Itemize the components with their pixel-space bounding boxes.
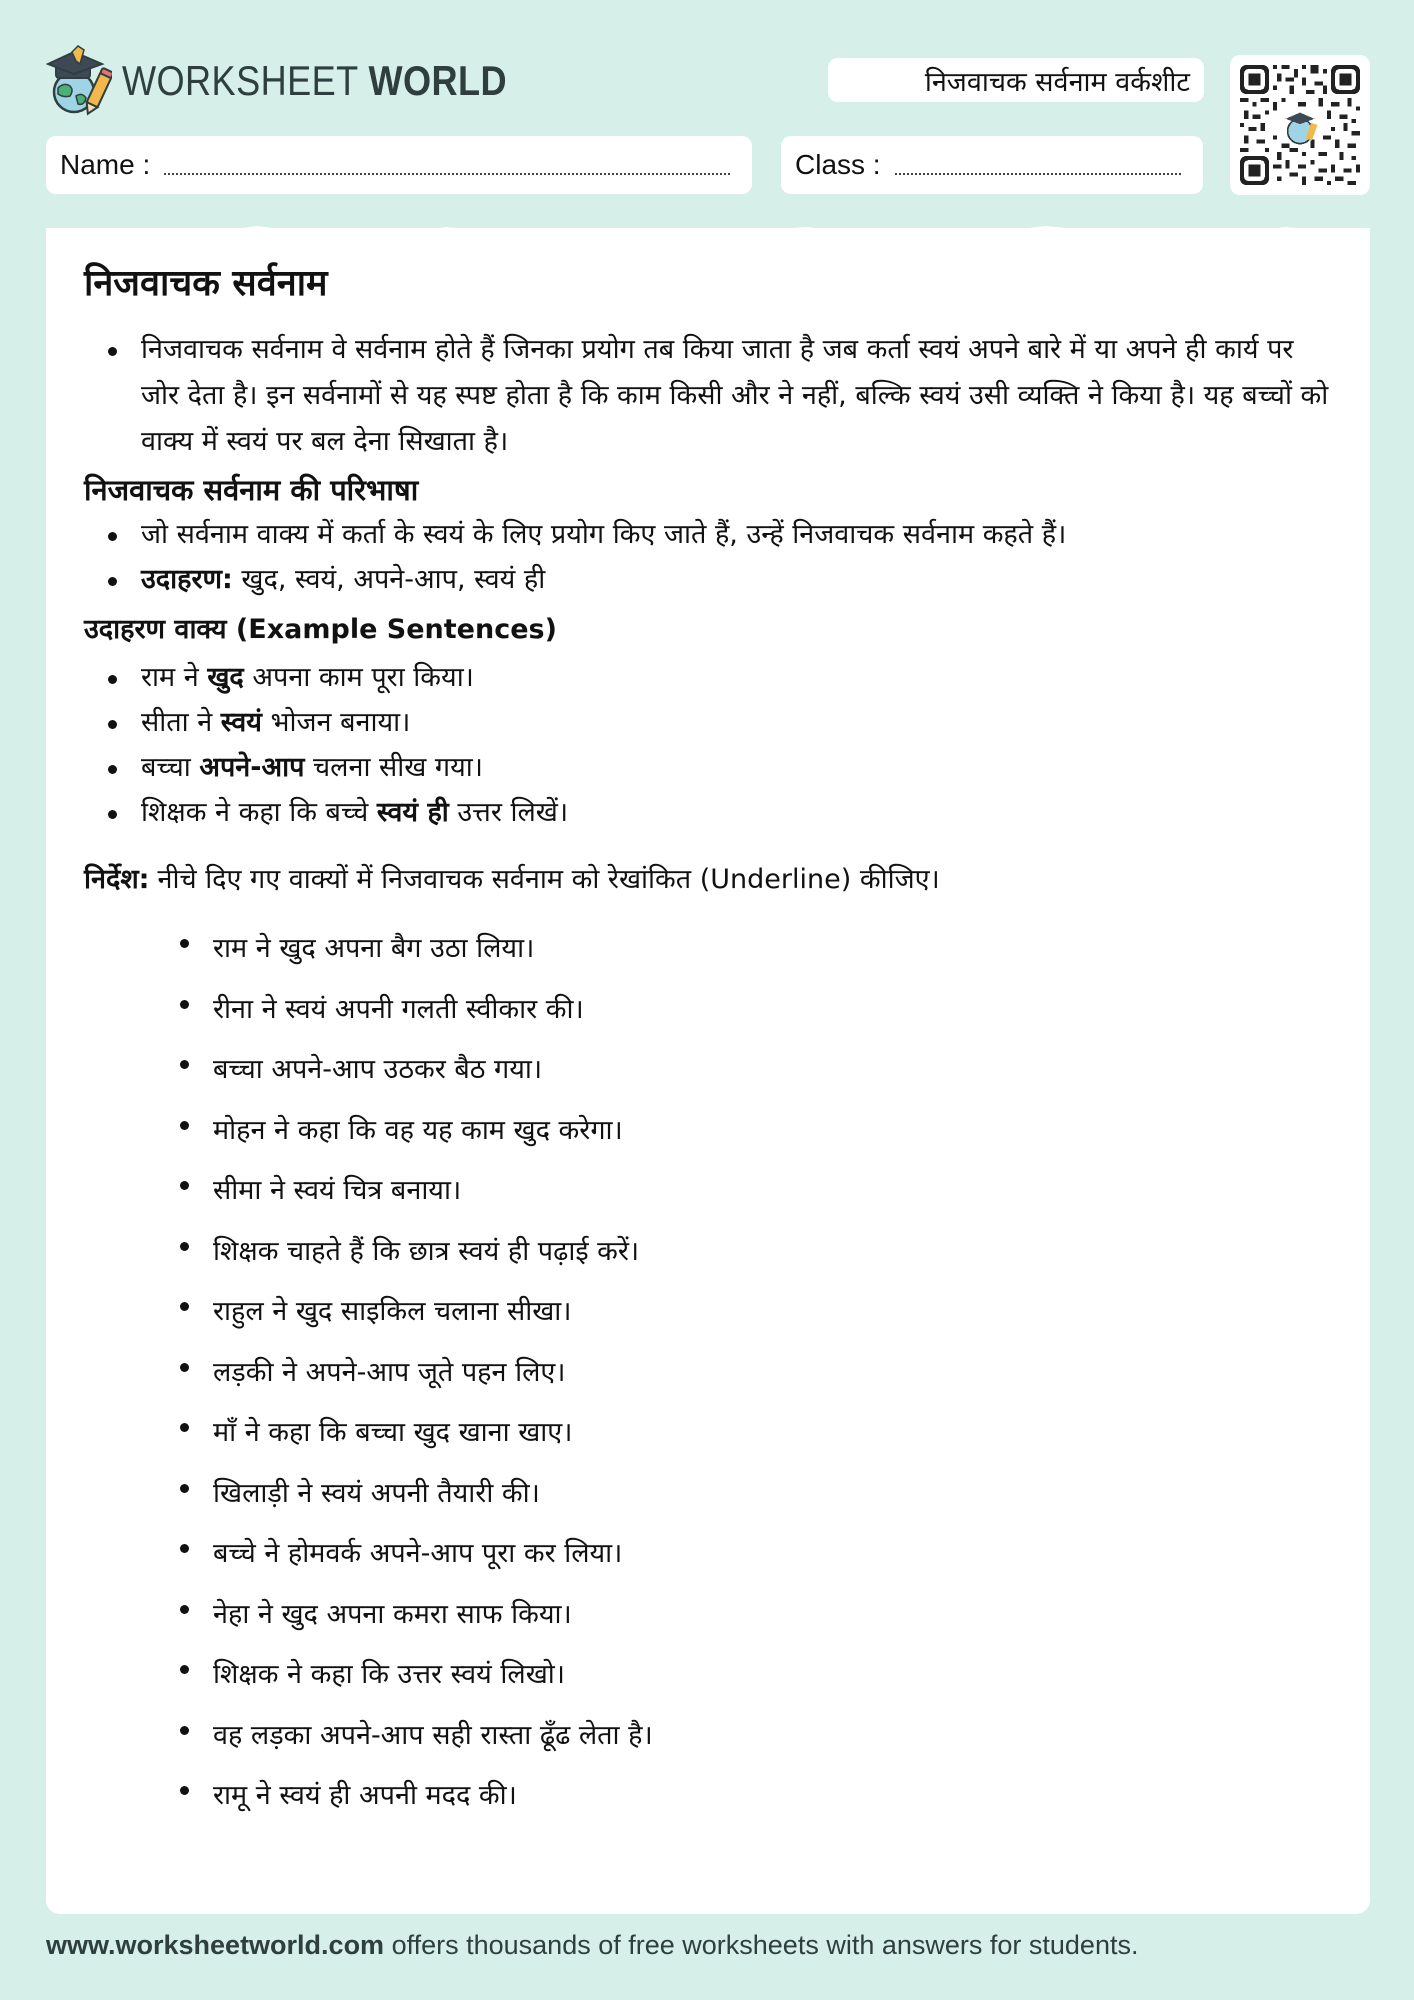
practice-sentence[interactable]: नेहा ने खुद अपना कमरा साफ किया। <box>156 1585 1340 1646</box>
worksheet-paper <box>46 228 1370 1914</box>
name-field[interactable] <box>46 136 752 194</box>
practice-sentence[interactable]: शिक्षक चाहते हैं कि छात्र स्वयं ही पढ़ाई करें। <box>156 1222 1340 1283</box>
reflexive-pronoun: स्वयं <box>220 707 262 739</box>
sentence-text: शिक्षक ने कहा कि बच्चे <box>141 797 377 829</box>
instruction-label: निर्देश: <box>84 864 150 896</box>
practice-sentence[interactable]: वह लड़का अपने-आप सही रास्ता ढूँढ लेता है। <box>156 1706 1340 1767</box>
reflexive-pronoun: अपने-आप <box>199 752 305 784</box>
worksheet-title-pill <box>828 58 1204 102</box>
page-title: निजवाचक सर्वनाम <box>84 263 328 304</box>
practice-sentence[interactable]: खिलाड़ी ने स्वयं अपनी तैयारी की। <box>156 1464 1340 1525</box>
intro-bullet: निजवाचक सर्वनाम वे सर्वनाम होते हैं जिनका प्रयोग तब किया जाता है जब कर्ता स्वयं अपने बारे में या अपने ही कार्य पर जोर देता है। इन सर्वनामों से यह स्पष्ट होता है कि काम किसी और ने नहीं, बल्कि स्वयं उसी व्यक्ति ने किया है। यह बच्चों को वाक्य में स्वयं पर बल देना सिखाता है। <box>84 327 1340 465</box>
class-label: Class : <box>795 149 881 180</box>
qr-code[interactable] <box>1230 55 1370 195</box>
example-sentence <box>84 700 1340 745</box>
name-input-line[interactable] <box>164 173 730 175</box>
sentence-text: उत्तर लिखें। <box>448 797 569 829</box>
graduation-globe-pencil-icon <box>46 44 112 118</box>
examples-heading: उदाहरण वाक्य (Example Sentences) <box>84 613 557 645</box>
sentence-text: बच्चा <box>141 752 200 784</box>
practice-sentence[interactable]: सीमा ने स्वयं चित्र बनाया। <box>156 1161 1340 1222</box>
sentence-text: भोजन बनाया। <box>261 707 411 739</box>
practice-sentence[interactable]: बच्चा अपने-आप उठकर बैठ गया। <box>156 1040 1340 1101</box>
examples-label: उदाहरण: <box>141 563 233 595</box>
example-sentence <box>84 790 1340 835</box>
qr-code-icon <box>1240 65 1360 185</box>
practice-sentences-list <box>156 919 1340 1827</box>
practice-sentence[interactable]: बच्चे ने होमवर्क अपने-आप पूरा कर लिया। <box>156 1524 1340 1585</box>
sentence-text: राम ने <box>141 662 208 694</box>
name-label: Name : <box>60 149 151 180</box>
example-sentences-list <box>84 655 1340 835</box>
footer-text: offers thousands of free worksheets with answers for students. <box>384 1930 1139 1960</box>
definition-list <box>84 512 1340 602</box>
sentence-text: अपना काम पूरा किया। <box>243 662 474 694</box>
practice-sentence[interactable]: राहुल ने खुद साइकिल चलाना सीखा। <box>156 1282 1340 1343</box>
footer <box>46 1930 1138 1961</box>
brand-name <box>122 57 507 105</box>
instruction-text: नीचे दिए गए वाक्यों में निजवाचक सर्वनाम को रेखांकित (Underline) कीजिए। <box>157 864 940 896</box>
practice-sentence[interactable]: माँ ने कहा कि बच्चा खुद खाना खाए। <box>156 1403 1340 1464</box>
brand-name-thin: WORKSHEET <box>122 57 359 104</box>
torn-paper-edge <box>46 220 1370 244</box>
practice-sentence[interactable]: शिक्षक ने कहा कि उत्तर स्वयं लिखो। <box>156 1645 1340 1706</box>
reflexive-pronoun: खुद <box>207 662 244 694</box>
example-sentence <box>84 745 1340 790</box>
definition-bullet: जो सर्वनाम वाक्य में कर्ता के स्वयं के लिए प्रयोग किए जाते हैं, उन्हें निजवाचक सर्वनाम कहते हैं। <box>84 512 1340 557</box>
definition-heading: निजवाचक सर्वनाम की परिभाषा <box>84 473 419 508</box>
intro-list <box>84 327 1340 465</box>
examples-text: खुद, स्वयं, अपने-आप, स्वयं ही <box>232 563 546 595</box>
instruction <box>84 857 1340 903</box>
practice-sentence[interactable]: मोहन ने कहा कि वह यह काम खुद करेगा। <box>156 1101 1340 1162</box>
example-sentence <box>84 655 1340 700</box>
reflexive-pronoun: स्वयं ही <box>376 797 449 829</box>
footer-site-link[interactable]: www.worksheetworld.com <box>46 1930 385 1960</box>
worksheet-content <box>84 262 1340 1827</box>
sentence-text: सीता ने <box>141 707 221 739</box>
practice-sentence[interactable]: रामू ने स्वयं ही अपनी मदद की। <box>156 1766 1340 1827</box>
brand-logo <box>46 44 570 118</box>
practice-sentence[interactable]: राम ने खुद अपना बैग उठा लिया। <box>156 919 1340 980</box>
examples-bullet <box>84 557 1340 602</box>
class-field[interactable] <box>781 136 1203 194</box>
worksheet-title: निजवाचक सर्वनाम वर्कशीट <box>924 66 1190 98</box>
class-input-line[interactable] <box>895 173 1181 175</box>
brand-name-bold: WORLD <box>368 57 508 104</box>
practice-sentence[interactable]: लड़की ने अपने-आप जूते पहन लिए। <box>156 1343 1340 1404</box>
practice-sentence[interactable]: रीना ने स्वयं अपनी गलती स्वीकार की। <box>156 980 1340 1041</box>
sentence-text: चलना सीख गया। <box>304 752 484 784</box>
